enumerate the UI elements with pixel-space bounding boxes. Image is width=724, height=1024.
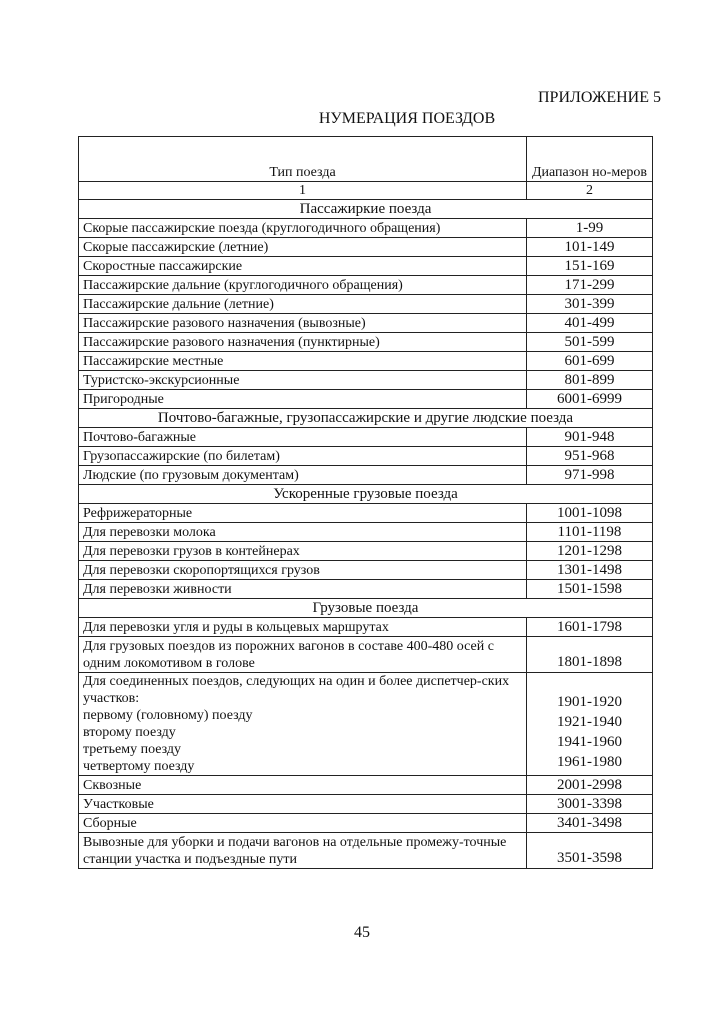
- number-range: 3401-3498: [527, 814, 653, 833]
- train-type: Рефрижераторные: [79, 504, 527, 523]
- train-type: Вывозные для уборки и подачи вагонов на отдельные промежу-точные станции участка и подъездные пути: [79, 833, 527, 869]
- section-row: [79, 409, 653, 428]
- train-type: Пассажирские разового назначения (вывозные): [79, 314, 527, 333]
- column-number-1: 1: [79, 182, 527, 200]
- train-numbering-table: [78, 136, 653, 869]
- train-type: Пригородные: [79, 390, 527, 409]
- section-title: Пассажиркие поезда: [79, 200, 653, 219]
- train-type: Для перевозки угля и руды в кольцевых маршрутах: [79, 618, 527, 637]
- section-row: [79, 200, 653, 219]
- train-type: Пассажирские местные: [79, 352, 527, 371]
- train-type: Почтово-багажные: [79, 428, 527, 447]
- combined-train-range: 1961-1980: [557, 754, 622, 770]
- page-title: НУМЕРАЦИЯ ПОЕЗДОВ: [318, 110, 496, 127]
- train-type: Сборные: [79, 814, 527, 833]
- combined-train-range: 1941-1960: [557, 734, 622, 750]
- train-type: Скорые пассажирские поезда (круглогодичного обращения): [79, 219, 527, 238]
- section-row: [79, 599, 653, 618]
- train-type: Скорые пассажирские (летние): [79, 238, 527, 257]
- combined-trains-ranges: [527, 673, 653, 776]
- number-range: 3501-3598: [527, 833, 653, 869]
- table-row: [79, 314, 653, 333]
- number-range: 3001-3398: [527, 795, 653, 814]
- number-range: 1001-1098: [527, 504, 653, 523]
- table-row: [79, 295, 653, 314]
- number-range: 6001-6999: [527, 390, 653, 409]
- number-range: 1601-1798: [527, 618, 653, 637]
- appendix-label: ПРИЛОЖЕНИЕ 5: [537, 89, 661, 106]
- combined-train-label: четвертому поезду: [83, 759, 195, 774]
- train-type: Туристско-экскурсионные: [79, 371, 527, 390]
- table-row: [79, 542, 653, 561]
- train-type: Сквозные: [79, 776, 527, 795]
- train-type: Пассажирские дальние (летние): [79, 295, 527, 314]
- train-type: Пассажирские разового назначения (пунктирные): [79, 333, 527, 352]
- section-title: Грузовые поезда: [79, 599, 653, 618]
- number-range: 101-149: [527, 238, 653, 257]
- table-row: [79, 637, 653, 673]
- number-range: 951-968: [527, 447, 653, 466]
- train-type: Скоростные пассажирские: [79, 257, 527, 276]
- train-type: Пассажирские дальние (круглогодичного обращения): [79, 276, 527, 295]
- number-range: 971-998: [527, 466, 653, 485]
- combined-trains-row: [79, 673, 653, 776]
- combined-train-label: второму поезду: [83, 725, 176, 740]
- train-type: Грузопассажирские (по билетам): [79, 447, 527, 466]
- table-header-row: [79, 137, 653, 182]
- table-row: [79, 352, 653, 371]
- train-type: Для перевозки живности: [79, 580, 527, 599]
- number-range: 301-399: [527, 295, 653, 314]
- page-number: 45: [354, 924, 370, 941]
- section-row: [79, 485, 653, 504]
- table-row: [79, 257, 653, 276]
- train-type: Для перевозки грузов в контейнерах: [79, 542, 527, 561]
- table-row: [79, 504, 653, 523]
- column-header-range: Диапазон но-меров: [527, 137, 653, 182]
- number-range: 901-948: [527, 428, 653, 447]
- combined-trains-intro: Для соединенных поездов, следующих на один и более диспетчер-ских участков:: [83, 674, 510, 706]
- table-row: [79, 833, 653, 869]
- column-header-type: Тип поезда: [79, 137, 527, 182]
- number-range: 1101-1198: [527, 523, 653, 542]
- section-title: Ускоренные грузовые поезда: [79, 485, 653, 504]
- combined-train-range: 1901-1920: [557, 694, 622, 710]
- table-row: [79, 580, 653, 599]
- table-row: [79, 238, 653, 257]
- table-row: [79, 795, 653, 814]
- table-row: [79, 618, 653, 637]
- number-range: 171-299: [527, 276, 653, 295]
- number-range: 151-169: [527, 257, 653, 276]
- combined-train-range: 1921-1940: [557, 714, 622, 730]
- table-row: [79, 333, 653, 352]
- table-row: [79, 390, 653, 409]
- number-range: 1501-1598: [527, 580, 653, 599]
- table-row: [79, 523, 653, 542]
- combined-train-label: третьему поезду: [83, 742, 182, 757]
- table-row: [79, 776, 653, 795]
- train-type: Для перевозки скоропортящихся грузов: [79, 561, 527, 580]
- section-title: Почтово-багажные, грузопассажирские и другие людские поезда: [79, 409, 653, 428]
- number-range: 1-99: [527, 219, 653, 238]
- number-range: 401-499: [527, 314, 653, 333]
- number-range: 1301-1498: [527, 561, 653, 580]
- number-range: 2001-2998: [527, 776, 653, 795]
- table-row: [79, 447, 653, 466]
- table-row: [79, 276, 653, 295]
- table-row: [79, 428, 653, 447]
- train-type: Для перевозки молока: [79, 523, 527, 542]
- number-range: 801-899: [527, 371, 653, 390]
- train-type: Для грузовых поездов из порожних вагонов в составе 400-480 осей с одним локомотивом в голове: [79, 637, 527, 673]
- column-number-2: 2: [527, 182, 653, 200]
- number-range: 1801-1898: [527, 637, 653, 673]
- train-type: Людские (по грузовым документам): [79, 466, 527, 485]
- table-row: [79, 561, 653, 580]
- train-type: Участковые: [79, 795, 527, 814]
- table-row: [79, 466, 653, 485]
- number-range: 601-699: [527, 352, 653, 371]
- combined-trains-description: [79, 673, 527, 776]
- column-number-row: [79, 182, 653, 200]
- number-range: 501-599: [527, 333, 653, 352]
- table-row: [79, 814, 653, 833]
- table-row: [79, 371, 653, 390]
- table-row: [79, 219, 653, 238]
- combined-train-label: первому (головному) поезду: [83, 708, 253, 723]
- number-range: 1201-1298: [527, 542, 653, 561]
